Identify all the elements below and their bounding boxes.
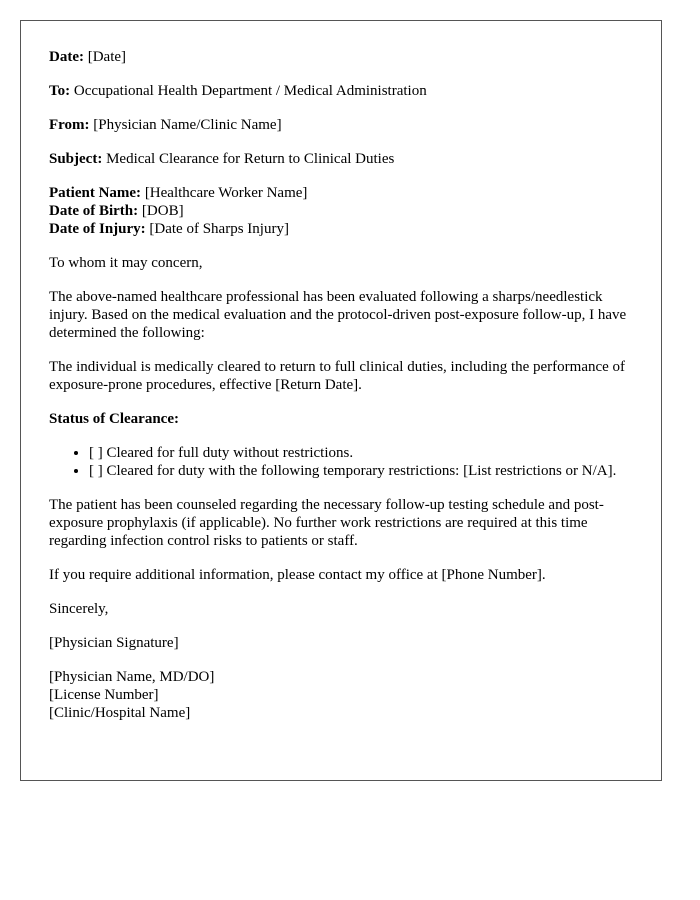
subject-label: Subject:	[49, 151, 103, 167]
date-line	[49, 48, 633, 66]
clearance-paragraph: The individual is medically cleared to return to full clinical duties, including the performance of exposure-prone procedures, effective [Return Date].	[49, 359, 626, 393]
status-heading	[49, 410, 633, 428]
injury-date-label: Date of Injury:	[49, 221, 146, 237]
evaluation-paragraph: The above-named healthcare professional has been evaluated following a sharps/needlestick injury. Based on the medical evaluation and the protocol-driven post-exposure follow-up, I have determined the following:	[49, 289, 627, 341]
dob-line	[49, 202, 633, 220]
date-value: [Date]	[83, 49, 127, 65]
injury-date-line	[49, 220, 633, 238]
status-list	[49, 444, 633, 480]
physician-details	[49, 668, 633, 722]
counseling-paragraph: The patient has been counseled regarding the necessary follow-up testing schedule and post-exposure prophylaxis (if applicable). No further work restrictions are required at this time regarding infection control risks to patients or staff.	[49, 497, 604, 549]
patient-name-value: [Healthcare Worker Name]	[141, 185, 308, 201]
injury-date-value: [Date of Sharps Injury]	[145, 221, 289, 237]
license-number: [License Number]	[49, 687, 159, 703]
status-item-restricted-duty: • [ ] Cleared for duty with the following temporary restrictions: [List restrictions or N/A].	[89, 462, 633, 480]
dob-label: Date of Birth:	[49, 203, 139, 219]
patient-name-label: Patient Name:	[49, 185, 142, 201]
to-line	[49, 82, 633, 100]
clinic-name: [Clinic/Hospital Name]	[49, 705, 191, 721]
signature-placeholder: [Physician Signature]	[49, 635, 179, 651]
physician-name: [Physician Name, MD/DO]	[49, 669, 215, 685]
from-line	[49, 116, 633, 134]
dob-value: [DOB]	[138, 203, 184, 219]
status-item-full-duty: • [ ] Cleared for full duty without restrictions.	[89, 444, 633, 462]
patient-name-line	[49, 184, 633, 202]
subject-line	[49, 150, 633, 168]
subject-value: Medical Clearance for Return to Clinical Duties	[102, 151, 395, 167]
contact-paragraph: If you require additional information, please contact my office at [Phone Number].	[49, 567, 546, 583]
from-label: From:	[49, 117, 90, 133]
date-label: Date:	[49, 49, 84, 65]
letter-document	[20, 20, 662, 781]
patient-info	[49, 184, 633, 238]
from-value: [Physician Name/Clinic Name]	[89, 117, 282, 133]
salutation: To whom it may concern,	[49, 255, 203, 271]
status-heading-text: Status of Clearance:	[49, 411, 179, 427]
sign-off: Sincerely,	[49, 601, 109, 617]
to-label: To:	[49, 83, 71, 99]
to-value: Occupational Health Department / Medical Administration	[70, 83, 427, 99]
